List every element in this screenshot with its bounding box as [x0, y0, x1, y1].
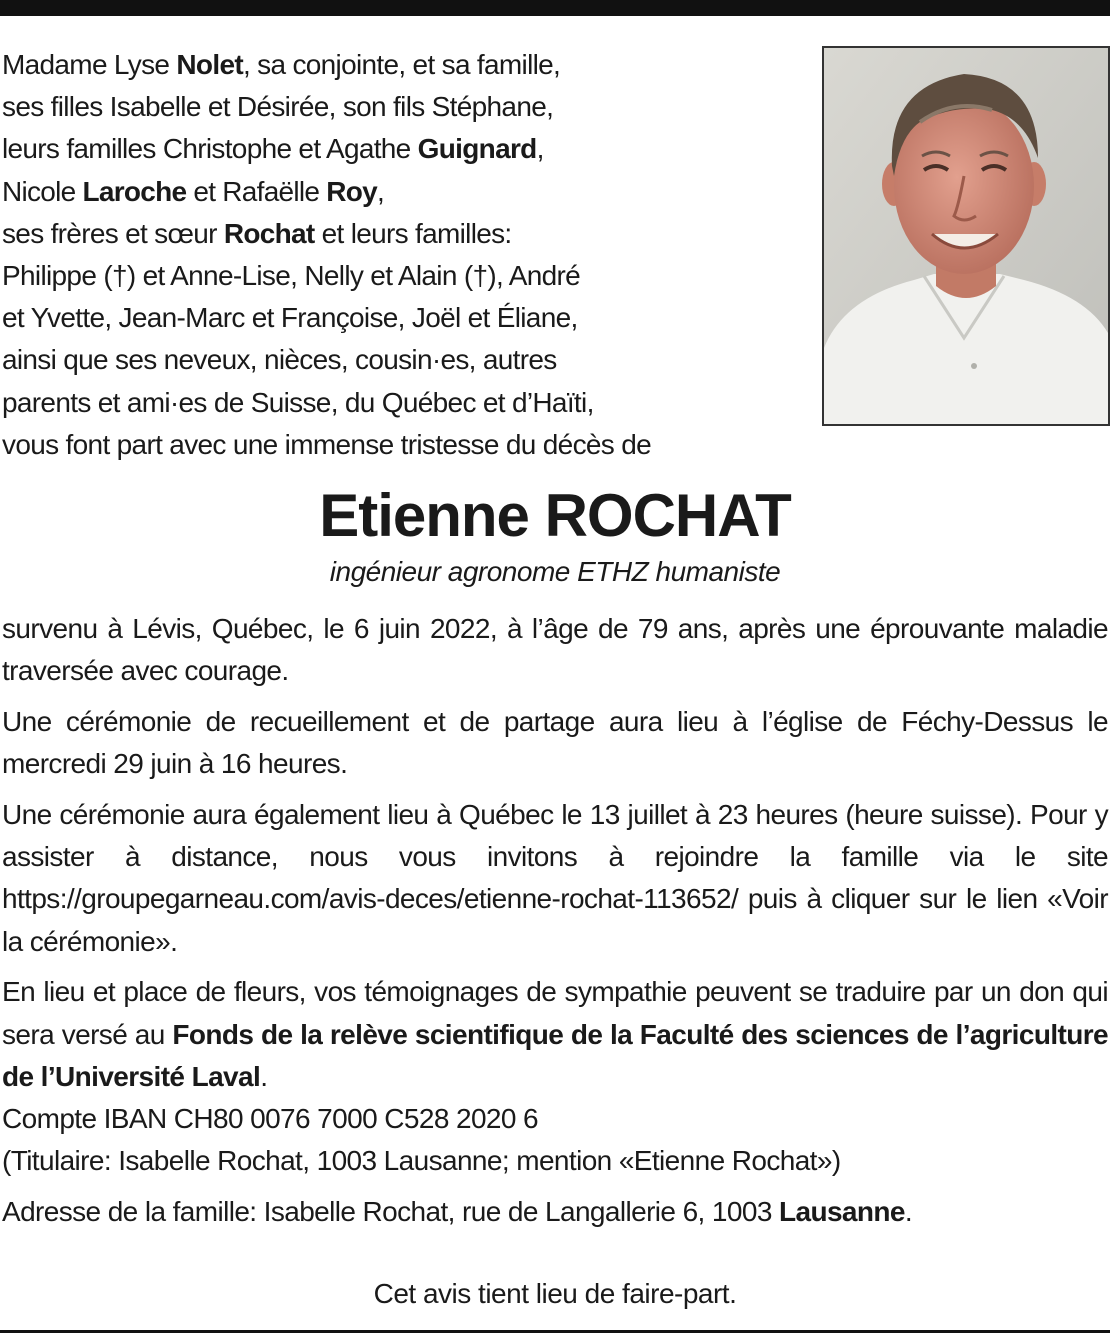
intro-line: leurs familles Christophe et Agathe Guignard,: [2, 133, 544, 165]
portrait-illustration: [824, 48, 1108, 424]
portrait-photo: [822, 46, 1110, 426]
intro-line: ses frères et sœur Rochat et leurs familles:: [2, 217, 512, 249]
ceremony-feschy-paragraph: Une cérémonie de recueillement et de partage aura lieu à l’église de Féchy-Dessus le mercredi 29 juin à 16 heures.: [2, 706, 1108, 780]
family-address: Adresse de la famille: Isabelle Rochat, rue de Langallerie 6, 1003 Lausanne.: [2, 1196, 913, 1228]
closing-note: Cet avis tient lieu de faire-part.: [373, 1278, 737, 1309]
intro-line: parents et ami·es de Suisse, du Québec et d’Haïti,: [2, 386, 594, 418]
intro-line: Madame Lyse Nolet, sa conjointe, et sa famille,: [2, 49, 561, 80]
intro-line: ses filles Isabelle et Désirée, son fils Stéphane,: [2, 91, 554, 123]
deceased-name: Etienne ROCHAT: [319, 482, 791, 549]
intro-line: Philippe (†) et Anne-Lise, Nelly et Alain (†), André: [2, 260, 581, 292]
account-holder-line: (Titulaire: Isabelle Rochat, 1003 Lausanne; mention «Etienne Rochat»): [2, 1145, 841, 1177]
intro-line: vous font part avec une immense tristesse du décès de: [2, 428, 652, 460]
intro-line: et Yvette, Jean-Marc et Françoise, Joël et Éliane,: [2, 302, 578, 334]
ceremony-quebec-paragraph: Une cérémonie aura également lieu à Québec le 13 juillet à 23 heures (heure suisse). Pour y assister à distance, nous vous invitons à rejoindre la famille via le site https://groupegarneau.com/avis-deces/etienne-rochat-113652/ puis à cliquer sur le lien «Voir la cérémonie».: [2, 799, 1108, 957]
death-paragraph: survenu à Lévis, Québec, le 6 juin 2022, à l’âge de 79 ans, après une éprouvante maladie traversée avec courage.: [2, 613, 1108, 687]
intro-family-list: [2, 44, 822, 466]
top-rule: [0, 0, 1110, 16]
intro-line: Nicole Laroche et Rafaëlle Roy,: [2, 175, 385, 207]
bottom-rule: [0, 1330, 1110, 1333]
iban-line: Compte IBAN CH80 0076 7000 C528 2020 6: [2, 1103, 539, 1135]
deceased-title: ingénieur agronome ETHZ humaniste: [329, 556, 781, 587]
intro-line: ainsi que ses neveux, nièces, cousin·es, autres: [2, 344, 557, 376]
donation-paragraph: En lieu et place de fleurs, vos témoignages de sympathie peuvent se traduire par un don qui sera versé au Fonds de la relève scientifique de la Faculté des sciences de l’agriculture de l’Université Laval.: [2, 976, 1108, 1092]
donation-fund: Fonds de la relève scientifique de la Faculté des sciences de l’agriculture de l’Université Laval: [2, 1018, 1108, 1092]
notice-body: [2, 608, 1108, 1242]
